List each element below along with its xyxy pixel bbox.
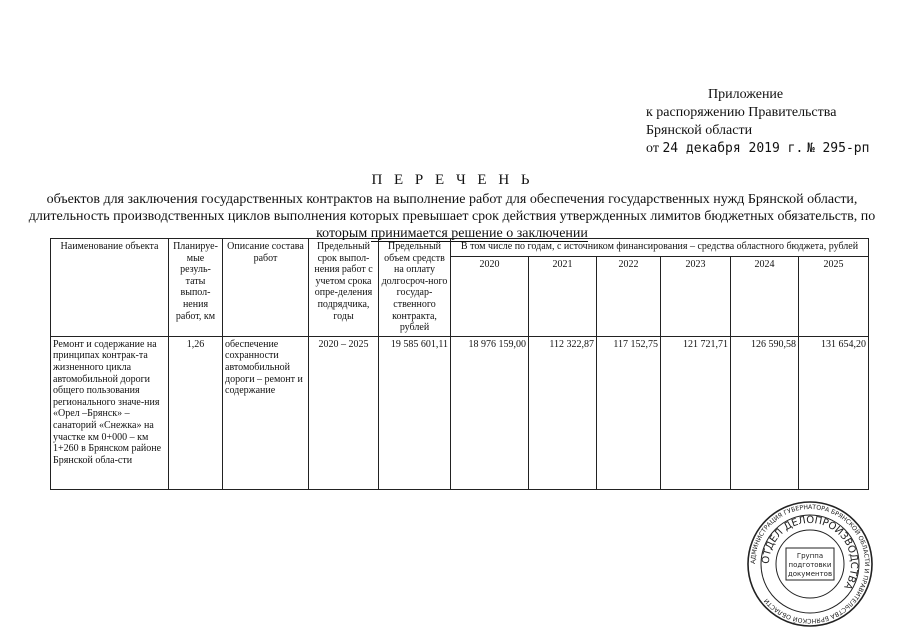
header-year: 2025 [799, 256, 869, 336]
office-stamp [746, 500, 874, 628]
stamp-center-line: подготовки [788, 561, 832, 569]
header-year: 2022 [597, 256, 661, 336]
cell-year-value: 126 590,58 [731, 336, 799, 489]
stamp-center-line: документов [787, 570, 833, 578]
objects-table [50, 238, 869, 490]
header-description: Описание состава работ [223, 239, 309, 337]
cell-year-value: 117 152,75 [597, 336, 661, 489]
header-year: 2021 [529, 256, 597, 336]
annex-date-prefix: от [646, 141, 659, 156]
stamp-outer-ring-text: АДМИНИСТРАЦИЯ ГУБЕРНАТОРА БРЯНСКОЙ ОБЛАСТИ И ПРАВИТЕЛЬСТВА БРЯНСКОЙ ОБЛАСТИ [749, 503, 871, 625]
header-by-years: В том числе по годам, с источником финансирования – средства областного бюджета, рублей [451, 239, 869, 257]
header-year: 2023 [661, 256, 731, 336]
header-term: Предельный срок выпол-нения работ с учетом срока опре-деления подрядчика, годы [309, 239, 379, 337]
annex-date-line [646, 140, 896, 158]
cell-volume: 19 585 601,11 [379, 336, 451, 489]
subtitle-main: объектов для заключения государственных контрактов на выполнение работ для обеспечения государственных нужд Брянской области, длительность производственных циклов выполнения которых превышает срок действия утвержденных лимитов бюджетных обязательств, по которым [28, 192, 876, 241]
cell-year-value: 121 721,71 [661, 336, 731, 489]
header-volume: Предельный объем средств на оплату долгосроч-ного государ-ственного контракта, рублей [379, 239, 451, 337]
cell-name: Ремонт и содержание на принципах контрак-та жизненного цикла автомобильной дороги общего пользования регионального значе-ния «Орел –Брянск» – санаторий «Снежка» на участке км 0+000 – км 1+260 в Брянском районе Брянской обла-сти [51, 336, 169, 489]
cell-term: 2020 – 2025 [309, 336, 379, 489]
header-planned: Планируе-мые резуль-таты выпол-нения работ, км [169, 239, 223, 337]
table-header-row [51, 239, 869, 257]
header-year: 2024 [731, 256, 799, 336]
annex-number: № 295-рп [806, 141, 870, 156]
annex-region: Брянской области [646, 123, 753, 138]
cell-year-value: 112 322,87 [529, 336, 597, 489]
annex-ref: к распоряжению Правительства [646, 105, 837, 120]
table-row [51, 336, 869, 489]
cell-planned: 1,26 [169, 336, 223, 489]
document-subtitle [20, 191, 884, 242]
header-year: 2020 [451, 256, 529, 336]
cell-year-value: 18 976 159,00 [451, 336, 529, 489]
stamp-center-line: Группа [796, 552, 824, 560]
annex-title: Приложение [708, 87, 784, 102]
annex-block [646, 86, 896, 158]
document-title: П Е Р Е Ч Е Н Ь [371, 172, 534, 188]
cell-year-value: 131 654,20 [799, 336, 869, 489]
cell-description: обеспечение сохранности автомобильной дороги – ремонт и содержание [223, 336, 309, 489]
header-name: Наименование объекта [51, 239, 169, 337]
annex-date: 24 декабря 2019 г. [662, 141, 804, 156]
subtitle-underlined: принимается решение о заключении [370, 226, 588, 241]
stamp-inner-ring-text: ОТДЕЛ ДЕЛОПРОИЗВОДСТВА [760, 514, 860, 592]
